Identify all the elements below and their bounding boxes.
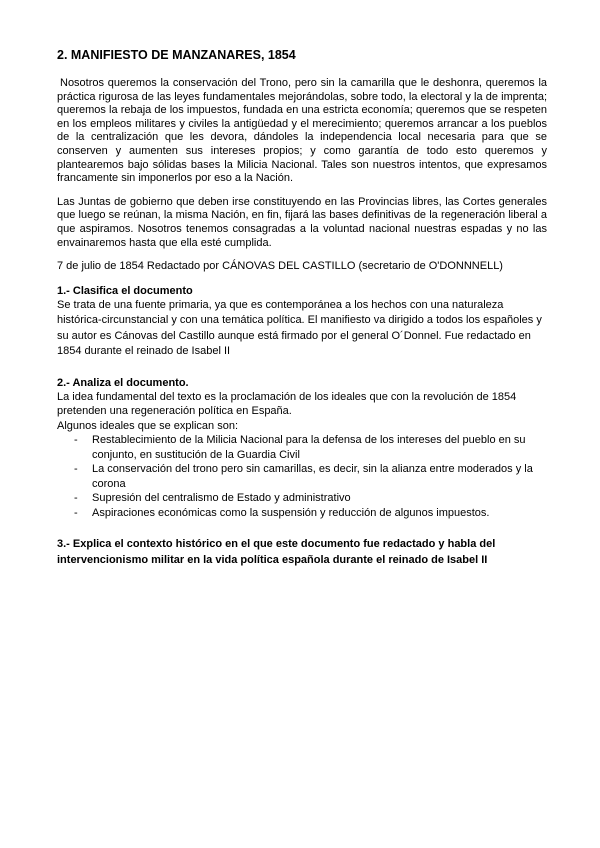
section-2-intro: Algunos ideales que se explican son:: [57, 419, 239, 432]
manifesto-paragraph-1: Nosotros queremos la conservación del Trono, pero sin la camarilla que le deshonra, queremos la práctica rigurosa de las leyes fundamentales mejorándolas, sobre todo, la electoral y la de imprenta; queremos la rebaja de los impuestos, fundada en una estricta economía; queremos que se respeten en los empleos militares y civiles la antigüedad y el merecimiento; queremos arrancar a los pueblos de la centralización que les devora, dándoles la independencia local necesaria para que se conserven y aumenten sus intereses propios; y como garantía de todo esto queremos y plantearemos bajo sólidas bases la Milicia Nacional. Tales son nuestros intentos, que expresamos francamente sin imponerlos por eso a la Nación.: [57, 77, 547, 185]
section-3-heading: 3.- Explica el contexto histórico en el que este documento fue redactado y habla del intervencionismo militar en la vida política española durante el reinado de Isabel II: [57, 538, 496, 567]
list-item-text: Restablecimiento de la Milicia Nacional para la defensa de los intereses del pueblo en su conjunto, en sustitución de la Guardia Civil: [92, 434, 526, 461]
section-1-body: Se trata de una fuente primaria, ya que es contemporánea a los hechos con una naturaleza histórica-circunstancial y con una temática política. El manifiesto va dirigido a todos los españoles y su autor es Cánovas del Castillo aunque está firmado por el general O´Donnel. Fue redactado en 1854 durante el reinado de Isabel II: [57, 298, 542, 358]
list-item: [57, 491, 547, 506]
bullet-dash: -: [74, 463, 78, 476]
list-item-text: La conservación del trono pero sin camarillas, es decir, sin la alianza entre moderados y la corona: [92, 463, 533, 490]
list-item: [57, 433, 547, 462]
list-item-text: Supresión del centralismo de Estado y administrativo: [92, 492, 351, 505]
section-context: [57, 536, 547, 568]
ideals-list: [57, 433, 547, 520]
section-analyze: [57, 376, 547, 521]
manifesto-paragraph-2: Las Juntas de gobierno que deben irse constituyendo en las Provincias libres, las Cortes generales que luego se reúnan, la misma Nación, en fin, fijará las bases definitivas de la regeneración liberal a que aspiramos. Nosotros tenemos consagradas a la voluntad nacional nuestras espadas y no las envainaremos hasta que ella esté cumplida.: [57, 195, 547, 249]
list-item: [57, 506, 547, 521]
document-content: [57, 48, 547, 568]
section-classify: [57, 284, 547, 360]
section-1-heading: 1.- Clasifica el documento: [57, 284, 193, 297]
document-title: 2. MANIFIESTO DE MANZANARES, 1854: [57, 48, 296, 62]
dateline: 7 de julio de 1854 Redactado por CÁNOVAS DEL CASTILLO (secretario de O'DONNNELL): [57, 260, 503, 273]
bullet-dash: -: [74, 434, 78, 447]
list-item-text: Aspiraciones económicas como la suspensión y reducción de algunos impuestos.: [92, 506, 490, 519]
bullet-dash: -: [74, 492, 78, 505]
bullet-dash: -: [74, 506, 78, 519]
section-2-body: La idea fundamental del texto es la proclamación de los ideales que con la revolución de 1854 pretenden una regeneración política en España.: [57, 390, 517, 418]
section-2-heading: 2.- Analiza el documento.: [57, 376, 189, 389]
list-item: [57, 462, 547, 491]
